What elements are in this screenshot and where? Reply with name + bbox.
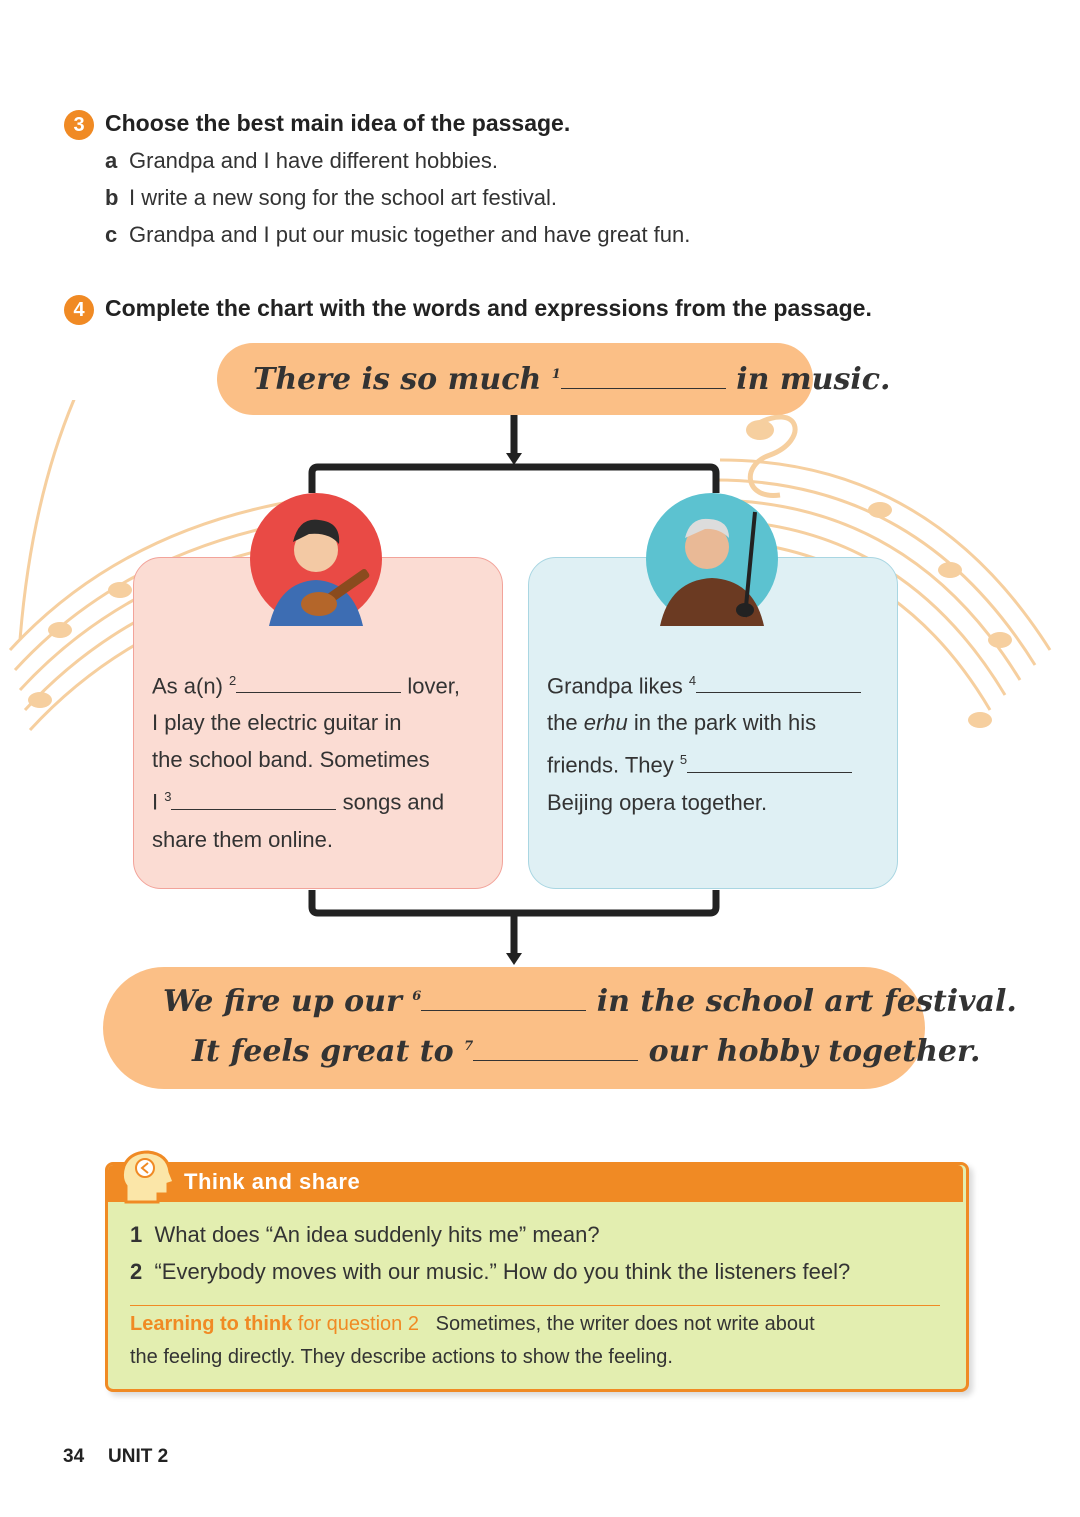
think-question-2: 2 “Everybody moves with our music.” How do you think the listeners feel? bbox=[130, 1259, 851, 1284]
learning-tip-line-2: the feeling directly. They describe actions to show the feeling. bbox=[130, 1346, 673, 1368]
learning-tip-line-1: Learning to think for question 2 Sometimes, the writer does not write about bbox=[130, 1313, 815, 1335]
son-text: As a(n) $^2$ lover, I play the electric guitar in the school band. Sometimes I $^3$ songs and share them online. bbox=[152, 673, 460, 852]
blank-1[interactable] bbox=[561, 388, 726, 389]
blank-2[interactable] bbox=[236, 692, 401, 693]
blank-5[interactable] bbox=[687, 772, 852, 773]
grandpa-text: Grandpa likes $^4$ the erhu in the park with his friends. They $^5$ Beijing opera together. bbox=[547, 662, 887, 821]
question-4-badge: 4 bbox=[64, 295, 94, 325]
boy-guitar-avatar bbox=[249, 492, 383, 626]
top-statement: There is so much $^1$ in music. bbox=[253, 362, 891, 397]
page-number: 34 bbox=[63, 1446, 85, 1467]
think-question-1: 1 What does “An idea suddenly hits me” mean? bbox=[130, 1222, 600, 1247]
question-3-title: Choose the best main idea of the passage. bbox=[105, 110, 571, 136]
head-think-icon bbox=[118, 1150, 176, 1204]
option-b[interactable]: b I write a new song for the school art festival. bbox=[105, 185, 557, 210]
bottom-statement-line-2: It feels great to $^7$ our hobby together. bbox=[192, 1034, 981, 1069]
blank-3[interactable] bbox=[171, 809, 336, 810]
tip-divider bbox=[130, 1305, 940, 1306]
blank-4[interactable] bbox=[696, 692, 861, 693]
blank-6[interactable] bbox=[421, 1010, 586, 1011]
bottom-statement-line-1: We fire up our $^6$ in the school art festival. bbox=[163, 984, 1017, 1019]
option-c[interactable]: c Grandpa and I put our music together and have great fun. bbox=[105, 222, 691, 247]
grandpa-erhu-avatar bbox=[645, 492, 779, 626]
unit-label: UNIT 2 bbox=[108, 1446, 169, 1467]
blank-7[interactable] bbox=[473, 1060, 638, 1061]
question-3-badge: 3 bbox=[64, 110, 94, 140]
option-a[interactable]: a Grandpa and I have different hobbies. bbox=[105, 148, 498, 173]
question-4-title: Complete the chart with the words and expressions from the passage. bbox=[105, 295, 872, 321]
think-share-title: Think and share bbox=[184, 1169, 361, 1194]
